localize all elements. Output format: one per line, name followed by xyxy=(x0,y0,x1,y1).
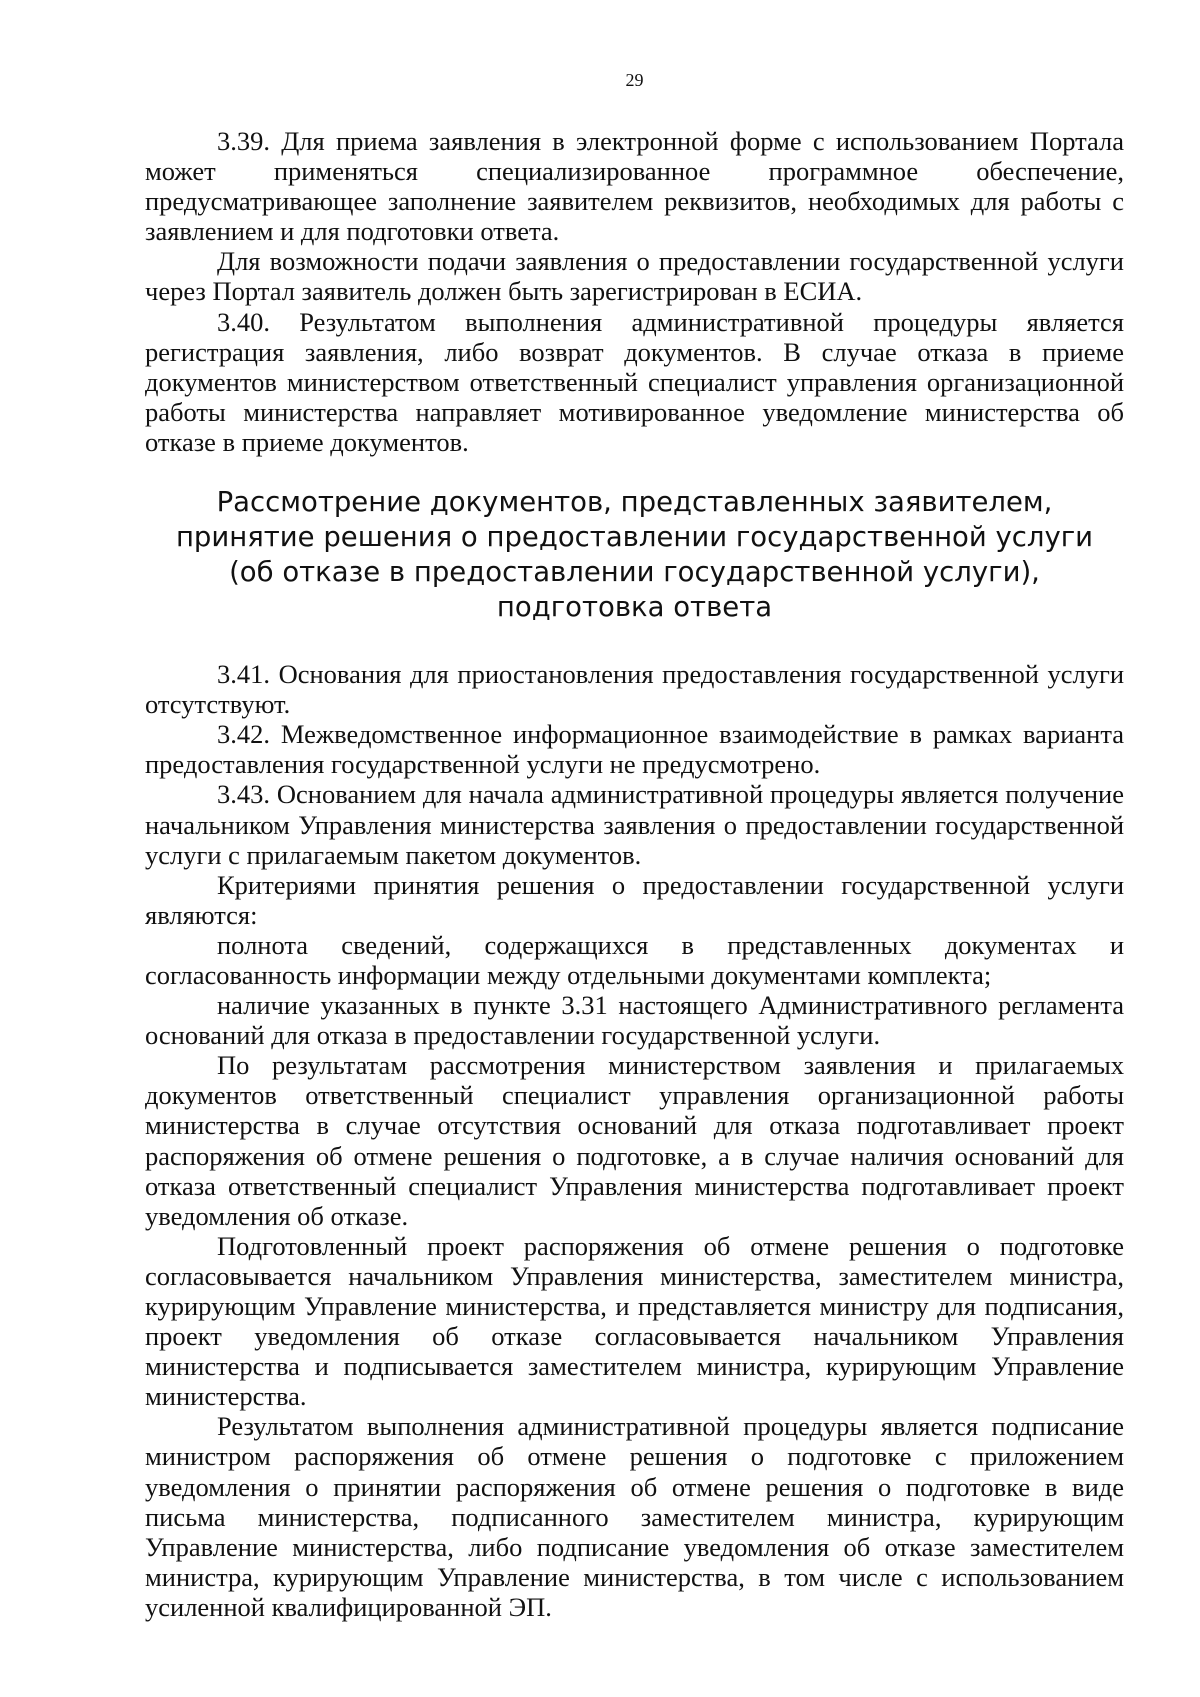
paragraph-criteria: Критериями принятия решения о предоставлении государственной услуги являются: xyxy=(145,869,1124,930)
paragraph-approval: Подготовленный проект распоряжения об отмене решения о подготовке согласовывается начальником Управления министерства, заместителем министра, курирующим Управление министерства, и представляется министру для подписания, проект уведомления об отказе согласовывается начальником Управления министерства и подписывается заместителем министра, курирующим Управление министерства. xyxy=(145,1230,1124,1412)
paragraph-esia-registration: Для возможности подачи заявления о предоставлении государственной услуги через Портал заявитель должен быть зарегистрирован в ЕСИА. xyxy=(145,246,1124,307)
section-heading: Рассмотрение документов, представленных заявителем, принятие решения о предоставлении государственной услуги (об отказе в предоставлении государственной услуги), подготовка ответа xyxy=(175,486,1094,624)
paragraph-review-results: По результатам рассмотрения министерством заявления и прилагаемых документов ответственный специалист управления организационной работы министерства в случае отсутствия оснований для отказа подготавливает проект распоряжения об отмене решения о подготовке, а в случае наличия оснований для отказа ответственный специалист Управления министерства подготавливает проект уведомления об отказе. xyxy=(145,1050,1124,1231)
paragraph-result: Результатом выполнения административной процедуры является подписание министром распоряжения об отмене решения о подготовке с приложением уведомления о принятии распоряжения об отмене решения о подготовке в виде письма министерства, подписанного заместителем министра, курирующим Управление министерства, либо подписание уведомления об отказе заместителем министра, курирующим Управление министерства, в том числе с использованием усиленной квалифицированной ЭП. xyxy=(145,1411,1124,1622)
paragraph-criterion-completeness: полнота сведений, содержащихся в представленных документах и согласованность информации между отдельными документами комплекта; xyxy=(145,929,1124,990)
paragraph-3-41: 3.41. Основания для приостановления предоставления государственной услуги отсутствуют. xyxy=(145,659,1124,720)
section-after xyxy=(145,659,1124,1622)
section-before xyxy=(145,126,1124,457)
page-number: 29 xyxy=(625,70,644,90)
paragraph-3-42: 3.42. Межведомственное информационное взаимодействие в рамках варианта предоставления государственной услуги не предусмотрено. xyxy=(145,719,1124,780)
paragraph-3-43: 3.43. Основанием для начала административной процедуры является получение начальником Управления министерства заявления о предоставлении государственной услуги с прилагаемым пакетом документов. xyxy=(145,779,1124,870)
paragraph-3-39: 3.39. Для приема заявления в электронной форме с использованием Портала может применяться специализированное программное обеспечение, предусматривающее заполнение заявителем реквизитов, необходимых для работы с заявлением и для подготовки ответа. xyxy=(145,126,1124,247)
paragraph-3-40: 3.40. Результатом выполнения административной процедуры является регистрация заявления, либо возврат документов. В случае отказа в приеме документов министерством ответственный специалист управления организационной работы министерства направляет мотивированное уведомление министерства об отказе в приеме документов. xyxy=(145,306,1124,457)
paragraph-criterion-grounds: наличие указанных в пункте 3.31 настоящего Административного регламента оснований для отказа в предоставлении государственной услуги. xyxy=(145,990,1124,1051)
